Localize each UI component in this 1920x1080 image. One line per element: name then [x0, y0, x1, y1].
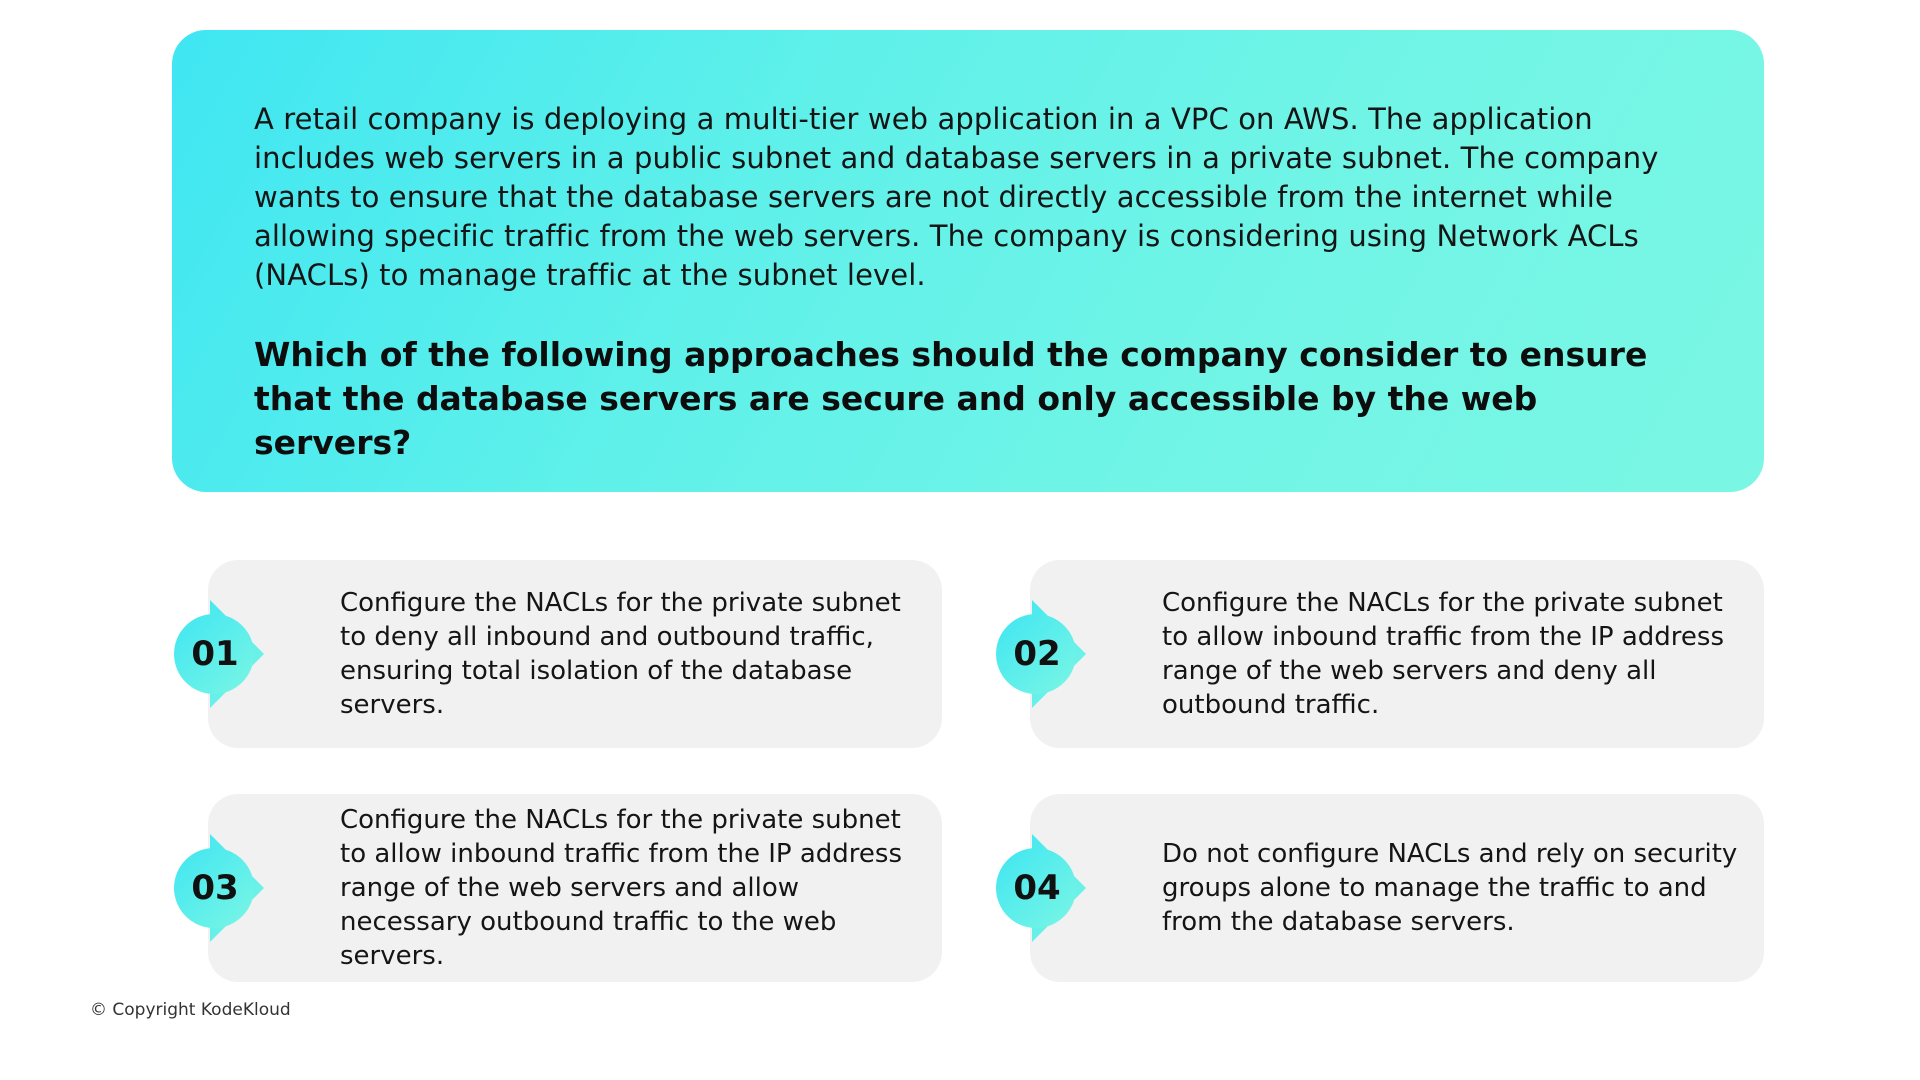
- option-01[interactable]: [172, 560, 906, 748]
- option-number-badge: [994, 598, 1088, 710]
- option-number-badge: [172, 832, 266, 944]
- question-prompt: Which of the following approaches should the company consider to ensure that the database servers are secure and only accessible by the web servers?: [254, 335, 1648, 462]
- option-number-badge: [994, 832, 1088, 944]
- option-card: [208, 560, 942, 748]
- option-card: [208, 794, 942, 982]
- option-text: Configure the NACLs for the private subnet to allow inbound traffic from the IP address range of the web servers and allow necessary outbound traffic to the web servers.: [340, 805, 902, 971]
- option-text: Configure the NACLs for the private subnet to allow inbound traffic from the IP address range of the web servers and deny all outbound traffic.: [1162, 588, 1724, 720]
- option-04[interactable]: [994, 794, 1738, 982]
- option-number: 03: [191, 868, 239, 908]
- copyright-text: © Copyright KodeKloud: [90, 1000, 291, 1020]
- option-number: 01: [191, 634, 239, 674]
- question-scenario: A retail company is deploying a multi-tier web application in a VPC on AWS. The application includes web servers in a public subnet and database servers in a private subnet. The company wants to ensure that the database servers are not directly accessible from the internet while allowing specific traffic from the web servers. The company is considering using Network ACLs (NACLs) to manage traffic at the subnet level.: [254, 102, 1659, 292]
- option-card: [1030, 794, 1764, 982]
- option-text: Do not configure NACLs and rely on security groups alone to manage the traffic to and from the database servers.: [1162, 839, 1738, 937]
- option-number: 04: [1013, 868, 1061, 908]
- option-card: [1030, 560, 1764, 748]
- option-number-badge: [172, 598, 266, 710]
- option-03[interactable]: [172, 794, 906, 982]
- option-text: Configure the NACLs for the private subnet to deny all inbound and outbound traffic, ensuring total isolation of the database servers.: [340, 588, 901, 720]
- option-02[interactable]: [994, 560, 1728, 748]
- question-card: [172, 30, 1764, 492]
- option-number: 02: [1013, 634, 1061, 674]
